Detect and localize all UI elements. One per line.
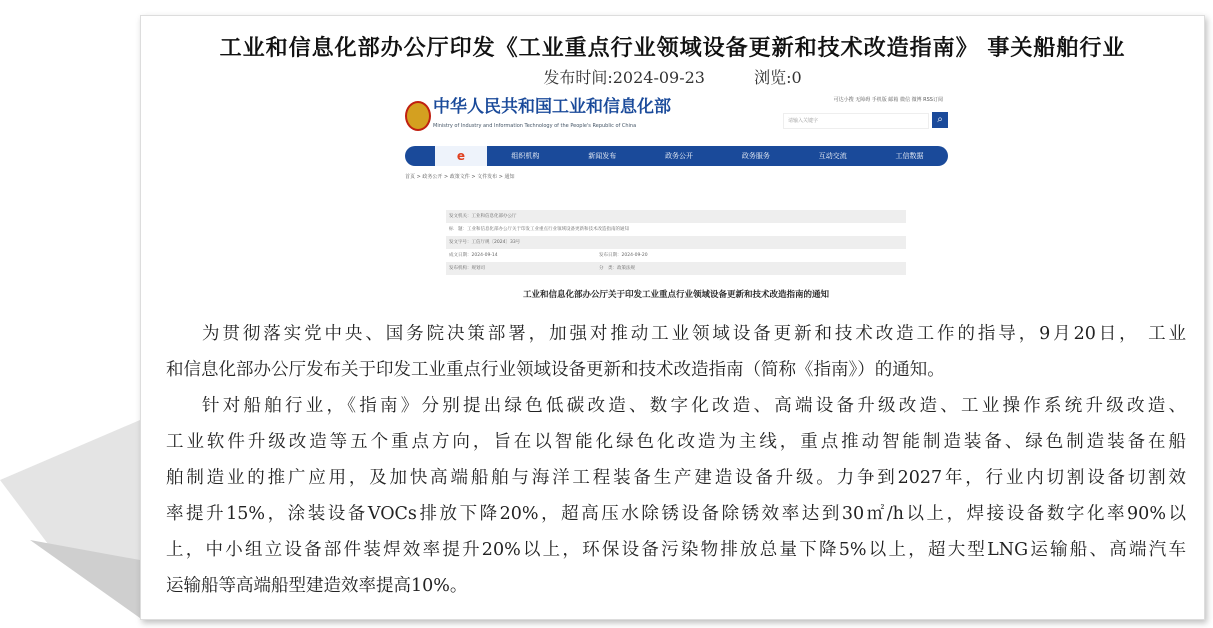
nav-item: 组织机构 (511, 152, 540, 160)
home-logo-icon: e (435, 146, 487, 166)
ministry-name: 中华人民共和国工业和信息化部 (433, 97, 671, 117)
body-line: 运输船等高端船型建造效率提高10%。 (166, 576, 468, 596)
info-table (446, 210, 906, 275)
ministry-en: Ministry of Industry and Information Technology of the People's Republic of China (433, 123, 637, 129)
embedded-screenshot (401, 93, 951, 306)
nav-bar (405, 146, 948, 166)
info-row: 发文机关：工业和信息化部办公厅 (446, 210, 906, 223)
info-row: 发布机构：规划司 分 类：政策法规 (446, 262, 906, 275)
article-meta (141, 68, 1204, 88)
search-input: 请输入关键字 (783, 113, 929, 129)
view-count: 浏览:0 (754, 68, 802, 87)
info-row: 标 题：工业和信息化部办公厅关于印发工业重点行业领域设备更新和技术改造指南的通知 (449, 227, 629, 232)
nav-item: 工信数据 (895, 152, 924, 160)
article-body (166, 316, 1186, 604)
info-row: 成文日期：2024-09-14 发布日期：2024-09-20 (449, 253, 648, 258)
breadcrumb: 首页 > 政务公开 > 政策文件 > 文件发布 > 通知 (405, 174, 515, 180)
nav-item: 政务公开 (665, 152, 694, 160)
national-emblem-icon (405, 101, 431, 131)
search-icon: ⌕ (932, 112, 948, 128)
top-links: 可达小搜 无障碍 手机版 邮箱 微信 微博 RSS订阅 (833, 97, 943, 103)
body-line: 为贯彻落实党中央、国务院决策部署，加强对推动工业领域设备更新和技术改造工作的指导，9月20日， 工业 (202, 324, 1186, 344)
body-line: 针对船舶行业，《指南》分别提出绿色低碳改造、数字化改造、高端设备升级改造、工业操作系统升级改造、 (202, 396, 1186, 416)
body-line: 率提升15%，涂装设备VOCs排放下降20%，超高压水除锈设备除锈效率达到30㎡/h以上，焊接设备数字化率90%以 (166, 504, 1186, 524)
nav-item: 互动交流 (818, 152, 847, 160)
body-line: 和信息化部办公厅发布关于印发工业重点行业领域设备更新和技术改造指南（简称《指南》）的通知。 (166, 360, 945, 380)
article-title: 工业和信息化部办公厅印发《工业重点行业领域设备更新和技术改造指南》 事关船舶行业 (219, 35, 1126, 61)
body-line: 舶制造业的推广应用，及加快高端船舶与海洋工程装备生产建造设备升级。力争到2027年，行业内切割设备切割效 (166, 468, 1186, 488)
nav-item: 新闻发布 (588, 152, 617, 160)
notice-title: 工业和信息化部办公厅关于印发工业重点行业领域设备更新和技术改造指南的通知 (522, 290, 829, 300)
nav-item: 政务服务 (741, 152, 770, 160)
body-line: 上，中小组立设备部件装焊效率提升20%以上，环保设备污染物排放总量下降5%以上，超大型LNG运输船、高端汽车 (166, 540, 1186, 560)
body-line: 工业软件升级改造等五个重点方向，旨在以智能化绿色化改造为主线，重点推动智能制造装备、绿色制造装备在船 (166, 432, 1186, 452)
info-row: 发文字号：工信厅规〔2024〕33号 (446, 236, 906, 249)
article-card (140, 15, 1205, 620)
publish-time: 发布时间:2024-09-23 (543, 68, 705, 87)
